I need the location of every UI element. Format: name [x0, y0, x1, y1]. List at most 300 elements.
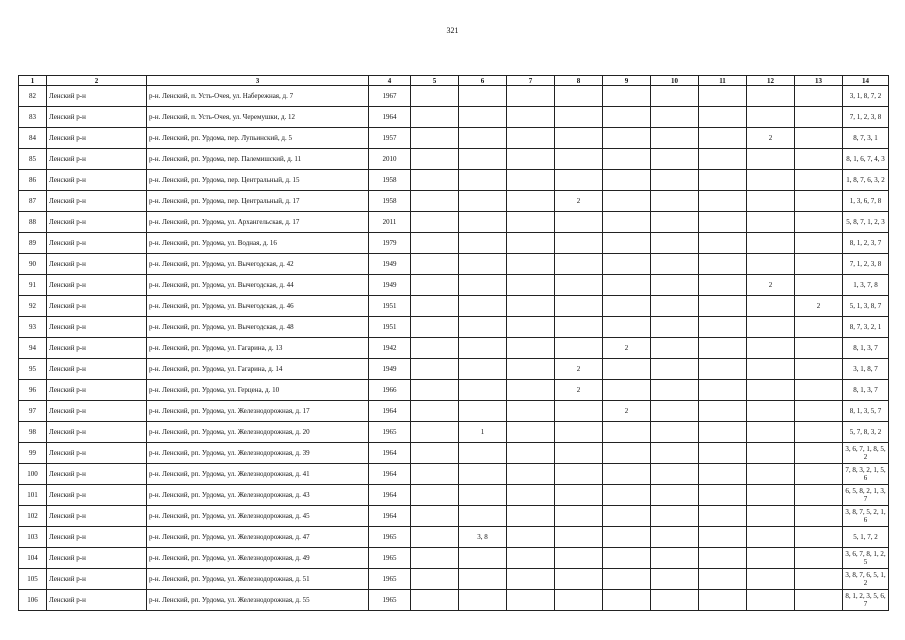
table-cell-col-9 [603, 380, 651, 401]
table-cell-col-4: 1965 [369, 569, 411, 590]
table-cell-col-6 [459, 128, 507, 149]
table-cell-col-14: 1, 3, 6, 7, 8 [843, 191, 889, 212]
table-cell-col-8 [555, 443, 603, 464]
table-cell-col-13 [795, 254, 843, 275]
table-cell-col-12 [747, 170, 795, 191]
table-cell-col-8: 2 [555, 359, 603, 380]
table-cell-col-6 [459, 401, 507, 422]
table-cell-col-4: 1949 [369, 359, 411, 380]
table-cell-col-2: Ленский р-н [47, 170, 147, 191]
table-row [19, 317, 889, 338]
table-cell-col-12 [747, 401, 795, 422]
table-cell-col-12 [747, 317, 795, 338]
table-cell-col-14: 8, 1, 3, 7 [843, 338, 889, 359]
table-cell-col-10 [651, 296, 699, 317]
table-cell-col-8 [555, 401, 603, 422]
table-cell-col-12 [747, 296, 795, 317]
table-row [19, 107, 889, 128]
table-cell-col-1: 93 [19, 317, 47, 338]
table-cell-col-14: 8, 1, 3, 5, 7 [843, 401, 889, 422]
table-cell-col-12 [747, 86, 795, 107]
table-cell-col-13 [795, 191, 843, 212]
table-cell-col-5 [411, 128, 459, 149]
table-row [19, 527, 889, 548]
table-cell-col-2: Ленский р-н [47, 233, 147, 254]
table-cell-col-11 [699, 548, 747, 569]
table-cell-col-11 [699, 527, 747, 548]
table-cell-col-1: 83 [19, 107, 47, 128]
table-cell-col-11 [699, 275, 747, 296]
table-cell-col-12 [747, 380, 795, 401]
table-cell-col-1: 102 [19, 506, 47, 527]
table-cell-col-6 [459, 485, 507, 506]
table-cell-col-1: 105 [19, 569, 47, 590]
table-cell-col-5 [411, 380, 459, 401]
table-cell-col-14: 3, 6, 7, 8, 1, 2, 5 [843, 548, 889, 569]
column-header-4: 4 [369, 76, 411, 86]
table-cell-col-3: р-н. Ленский, рп. Урдома, ул. Железнодорожная, д. 55 [147, 590, 369, 611]
table-row [19, 254, 889, 275]
table-cell-col-11 [699, 338, 747, 359]
table-row [19, 191, 889, 212]
table-cell-col-3: р-н. Ленский, рп. Урдома, ул. Вычегодская, д. 48 [147, 317, 369, 338]
table-cell-col-2: Ленский р-н [47, 485, 147, 506]
table-row [19, 401, 889, 422]
table-cell-col-11 [699, 149, 747, 170]
table-cell-col-9 [603, 212, 651, 233]
table-cell-col-3: р-н. Ленский, рп. Урдома, ул. Гагарина, д. 14 [147, 359, 369, 380]
table-cell-col-10 [651, 569, 699, 590]
table-cell-col-4: 1965 [369, 527, 411, 548]
table-cell-col-6 [459, 212, 507, 233]
table-cell-col-14: 7, 1, 2, 3, 8 [843, 107, 889, 128]
table-cell-col-12 [747, 359, 795, 380]
table-cell-col-9 [603, 170, 651, 191]
table-row [19, 590, 889, 611]
table-cell-col-3: р-н. Ленский, рп. Урдома, пер. Центральный, д. 17 [147, 191, 369, 212]
table-cell-col-7 [507, 275, 555, 296]
table-cell-col-4: 2010 [369, 149, 411, 170]
table-cell-col-6 [459, 149, 507, 170]
table-cell-col-9 [603, 191, 651, 212]
table-cell-col-3: р-н. Ленский, рп. Урдома, ул. Железнодорожная, д. 20 [147, 422, 369, 443]
table-cell-col-1: 91 [19, 275, 47, 296]
table-cell-col-4: 1964 [369, 443, 411, 464]
table-cell-col-11 [699, 506, 747, 527]
table-cell-col-7 [507, 569, 555, 590]
table-cell-col-10 [651, 380, 699, 401]
table-cell-col-12 [747, 527, 795, 548]
table-cell-col-9 [603, 422, 651, 443]
table-cell-col-9 [603, 86, 651, 107]
table-cell-col-10 [651, 233, 699, 254]
table-cell-col-9 [603, 485, 651, 506]
table-cell-col-8 [555, 233, 603, 254]
table-cell-col-11 [699, 233, 747, 254]
table-cell-col-11 [699, 170, 747, 191]
table-cell-col-7 [507, 443, 555, 464]
table-cell-col-12: 2 [747, 275, 795, 296]
table-cell-col-13 [795, 275, 843, 296]
table-cell-col-9 [603, 296, 651, 317]
table-cell-col-7 [507, 149, 555, 170]
table-row [19, 338, 889, 359]
table-row [19, 548, 889, 569]
table-cell-col-14: 3, 6, 7, 1, 8, 5, 2 [843, 443, 889, 464]
table-cell-col-7 [507, 548, 555, 569]
table-cell-col-14: 3, 1, 8, 7 [843, 359, 889, 380]
table-cell-col-10 [651, 107, 699, 128]
table-cell-col-10 [651, 359, 699, 380]
table-cell-col-13: 2 [795, 296, 843, 317]
table-cell-col-2: Ленский р-н [47, 569, 147, 590]
table-row [19, 86, 889, 107]
column-header-3: 3 [147, 76, 369, 86]
table-cell-col-4: 1965 [369, 590, 411, 611]
table-cell-col-1: 95 [19, 359, 47, 380]
table-cell-col-6 [459, 254, 507, 275]
header-row [19, 76, 889, 86]
table-cell-col-2: Ленский р-н [47, 149, 147, 170]
table-cell-col-6 [459, 359, 507, 380]
table-body [19, 86, 889, 611]
table-cell-col-7 [507, 485, 555, 506]
table-cell-col-12: 2 [747, 128, 795, 149]
table-cell-col-6 [459, 170, 507, 191]
table-cell-col-3: р-н. Ленский, рп. Урдома, ул. Вычегодская, д. 44 [147, 275, 369, 296]
table-cell-col-4: 1964 [369, 464, 411, 485]
table-row [19, 506, 889, 527]
table-cell-col-6 [459, 380, 507, 401]
table-cell-col-13 [795, 443, 843, 464]
table-cell-col-3: р-н. Ленский, рп. Урдома, ул. Железнодорожная, д. 43 [147, 485, 369, 506]
table-cell-col-8 [555, 317, 603, 338]
table-cell-col-9: 2 [603, 338, 651, 359]
table-cell-col-2: Ленский р-н [47, 275, 147, 296]
table-cell-col-7 [507, 401, 555, 422]
column-header-9: 9 [603, 76, 651, 86]
table-cell-col-10 [651, 275, 699, 296]
table-cell-col-11 [699, 296, 747, 317]
table-cell-col-10 [651, 506, 699, 527]
table-cell-col-4: 1964 [369, 107, 411, 128]
table-cell-col-4: 1958 [369, 191, 411, 212]
table-cell-col-13 [795, 548, 843, 569]
table-cell-col-7 [507, 506, 555, 527]
table-row [19, 359, 889, 380]
table-cell-col-6 [459, 275, 507, 296]
column-header-1: 1 [19, 76, 47, 86]
table-cell-col-5 [411, 422, 459, 443]
table-cell-col-11 [699, 485, 747, 506]
table-row [19, 443, 889, 464]
table-cell-col-2: Ленский р-н [47, 443, 147, 464]
table-cell-col-12 [747, 548, 795, 569]
table-cell-col-6 [459, 338, 507, 359]
table-cell-col-11 [699, 569, 747, 590]
table-cell-col-4: 1967 [369, 86, 411, 107]
table-cell-col-1: 85 [19, 149, 47, 170]
table-cell-col-3: р-н. Ленский, рп. Урдома, ул. Железнодорожная, д. 39 [147, 443, 369, 464]
table-cell-col-5 [411, 338, 459, 359]
table-cell-col-2: Ленский р-н [47, 380, 147, 401]
table-cell-col-5 [411, 191, 459, 212]
table-cell-col-13 [795, 338, 843, 359]
table-cell-col-8 [555, 86, 603, 107]
table-cell-col-3: р-н. Ленский, рп. Урдома, ул. Герцена, д. 10 [147, 380, 369, 401]
table-cell-col-12 [747, 464, 795, 485]
table-cell-col-3: р-н. Ленский, рп. Урдома, ул. Вычегодская, д. 46 [147, 296, 369, 317]
table-cell-col-13 [795, 590, 843, 611]
table-cell-col-5 [411, 107, 459, 128]
table-cell-col-12 [747, 107, 795, 128]
table-cell-col-1: 90 [19, 254, 47, 275]
table-cell-col-13 [795, 527, 843, 548]
table-cell-col-8: 2 [555, 380, 603, 401]
table-cell-col-7 [507, 464, 555, 485]
table-cell-col-10 [651, 170, 699, 191]
table-cell-col-1: 88 [19, 212, 47, 233]
table-cell-col-10 [651, 191, 699, 212]
table-cell-col-10 [651, 212, 699, 233]
table-cell-col-7 [507, 191, 555, 212]
table-row [19, 569, 889, 590]
table-cell-col-5 [411, 506, 459, 527]
table-cell-col-14: 1, 3, 7, 8 [843, 275, 889, 296]
table-cell-col-9 [603, 590, 651, 611]
table-cell-col-10 [651, 338, 699, 359]
housing-registry-table [18, 75, 889, 611]
column-header-11: 11 [699, 76, 747, 86]
table-cell-col-7 [507, 527, 555, 548]
table-cell-col-6 [459, 569, 507, 590]
table-cell-col-12 [747, 191, 795, 212]
table-cell-col-10 [651, 527, 699, 548]
table-cell-col-4: 1965 [369, 422, 411, 443]
table-cell-col-5 [411, 527, 459, 548]
table-cell-col-14: 7, 1, 2, 3, 8 [843, 254, 889, 275]
column-header-12: 12 [747, 76, 795, 86]
table-cell-col-2: Ленский р-н [47, 191, 147, 212]
table-row [19, 149, 889, 170]
page-number: 321 [446, 26, 459, 35]
table-cell-col-7 [507, 317, 555, 338]
table-cell-col-11 [699, 380, 747, 401]
table-cell-col-8 [555, 296, 603, 317]
table-cell-col-13 [795, 86, 843, 107]
table-row [19, 296, 889, 317]
table-cell-col-3: р-н. Ленский, рп. Урдома, ул. Железнодорожная, д. 49 [147, 548, 369, 569]
table-cell-col-14: 5, 8, 7, 1, 2, 3 [843, 212, 889, 233]
table-cell-col-7 [507, 212, 555, 233]
table-cell-col-11 [699, 590, 747, 611]
table-cell-col-4: 1942 [369, 338, 411, 359]
table-cell-col-4: 1949 [369, 275, 411, 296]
table-cell-col-3: р-н. Ленский, п. Усть-Очея, ул. Набережная, д. 7 [147, 86, 369, 107]
table-cell-col-5 [411, 149, 459, 170]
table-cell-col-4: 1951 [369, 317, 411, 338]
table-cell-col-2: Ленский р-н [47, 359, 147, 380]
table-cell-col-4: 1965 [369, 548, 411, 569]
table-cell-col-5 [411, 443, 459, 464]
table-cell-col-12 [747, 422, 795, 443]
table-cell-col-3: р-н. Ленский, рп. Урдома, ул. Железнодорожная, д. 51 [147, 569, 369, 590]
table-cell-col-3: р-н. Ленский, рп. Урдома, пер. Палемишский, д. 11 [147, 149, 369, 170]
table-cell-col-6 [459, 233, 507, 254]
table-cell-col-1: 97 [19, 401, 47, 422]
table-cell-col-2: Ленский р-н [47, 296, 147, 317]
table-cell-col-13 [795, 422, 843, 443]
table-cell-col-1: 86 [19, 170, 47, 191]
table-cell-col-8 [555, 569, 603, 590]
table-cell-col-10 [651, 149, 699, 170]
table-cell-col-6: 3, 8 [459, 527, 507, 548]
table-cell-col-5 [411, 569, 459, 590]
table-cell-col-12 [747, 443, 795, 464]
table-cell-col-2: Ленский р-н [47, 317, 147, 338]
table-cell-col-3: р-н. Ленский, п. Усть-Очея, ул. Черемушки, д. 12 [147, 107, 369, 128]
table-cell-col-10 [651, 254, 699, 275]
table-cell-col-8 [555, 170, 603, 191]
table-cell-col-11 [699, 359, 747, 380]
table-cell-col-1: 101 [19, 485, 47, 506]
table-cell-col-8 [555, 485, 603, 506]
table-cell-col-13 [795, 233, 843, 254]
table-cell-col-5 [411, 464, 459, 485]
table-cell-col-13 [795, 212, 843, 233]
table-cell-col-13 [795, 170, 843, 191]
table-cell-col-13 [795, 359, 843, 380]
table-cell-col-8 [555, 275, 603, 296]
column-header-13: 13 [795, 76, 843, 86]
table-cell-col-2: Ленский р-н [47, 338, 147, 359]
table-cell-col-9 [603, 464, 651, 485]
table-cell-col-12 [747, 506, 795, 527]
table-cell-col-6 [459, 191, 507, 212]
table-cell-col-2: Ленский р-н [47, 107, 147, 128]
table-cell-col-11 [699, 443, 747, 464]
table-row [19, 233, 889, 254]
table-cell-col-9 [603, 569, 651, 590]
table-cell-col-7 [507, 380, 555, 401]
table-cell-col-11 [699, 254, 747, 275]
table-cell-col-14: 5, 7, 8, 3, 2 [843, 422, 889, 443]
table-cell-col-1: 99 [19, 443, 47, 464]
table-cell-col-14: 3, 1, 8, 7, 2 [843, 86, 889, 107]
table-cell-col-3: р-н. Ленский, рп. Урдома, ул. Архангельская, д. 17 [147, 212, 369, 233]
table-cell-col-11 [699, 86, 747, 107]
table-cell-col-10 [651, 422, 699, 443]
table-cell-col-10 [651, 86, 699, 107]
table-row [19, 422, 889, 443]
column-header-10: 10 [651, 76, 699, 86]
table-cell-col-3: р-н. Ленский, рп. Урдома, ул. Железнодорожная, д. 41 [147, 464, 369, 485]
table-row [19, 212, 889, 233]
table-cell-col-14: 7, 8, 3, 2, 1, 5, 6 [843, 464, 889, 485]
table-cell-col-7 [507, 107, 555, 128]
table-cell-col-14: 5, 1, 7, 2 [843, 527, 889, 548]
table-cell-col-13 [795, 569, 843, 590]
table-cell-col-11 [699, 422, 747, 443]
table-cell-col-5 [411, 275, 459, 296]
table-cell-col-1: 103 [19, 527, 47, 548]
table-cell-col-7 [507, 422, 555, 443]
table-cell-col-5 [411, 170, 459, 191]
table-cell-col-11 [699, 401, 747, 422]
table-cell-col-5 [411, 548, 459, 569]
table-cell-col-12 [747, 338, 795, 359]
table-cell-col-9 [603, 107, 651, 128]
table-row [19, 275, 889, 296]
column-header-2: 2 [47, 76, 147, 86]
table-cell-col-8 [555, 464, 603, 485]
table-cell-col-5 [411, 590, 459, 611]
table-cell-col-14: 5, 1, 3, 8, 7 [843, 296, 889, 317]
table-cell-col-9 [603, 443, 651, 464]
table-cell-col-3: р-н. Ленский, рп. Урдома, пер. Центральный, д. 15 [147, 170, 369, 191]
table-cell-col-3: р-н. Ленский, рп. Урдома, ул. Гагарина, д. 13 [147, 338, 369, 359]
table-cell-col-3: р-н. Ленский, рп. Урдома, ул. Железнодорожная, д. 17 [147, 401, 369, 422]
table-cell-col-6 [459, 317, 507, 338]
table-cell-col-9 [603, 359, 651, 380]
table-cell-col-1: 106 [19, 590, 47, 611]
table-cell-col-8 [555, 548, 603, 569]
table-cell-col-2: Ленский р-н [47, 401, 147, 422]
table-cell-col-8 [555, 212, 603, 233]
table-cell-col-1: 87 [19, 191, 47, 212]
table-cell-col-9 [603, 233, 651, 254]
table-cell-col-2: Ленский р-н [47, 590, 147, 611]
table-cell-col-4: 1951 [369, 296, 411, 317]
table-cell-col-2: Ленский р-н [47, 548, 147, 569]
table-cell-col-2: Ленский р-н [47, 254, 147, 275]
table-cell-col-1: 82 [19, 86, 47, 107]
table-cell-col-11 [699, 464, 747, 485]
table-cell-col-8: 2 [555, 191, 603, 212]
table-cell-col-5 [411, 317, 459, 338]
table-row [19, 464, 889, 485]
table-row [19, 128, 889, 149]
table-cell-col-2: Ленский р-н [47, 128, 147, 149]
table-cell-col-8 [555, 590, 603, 611]
table-cell-col-9 [603, 254, 651, 275]
table-cell-col-14: 8, 1, 2, 3, 7 [843, 233, 889, 254]
table-cell-col-4: 1979 [369, 233, 411, 254]
table-cell-col-14: 3, 8, 7, 5, 2, 1, 6 [843, 506, 889, 527]
table-cell-col-4: 1964 [369, 485, 411, 506]
table-cell-col-12 [747, 569, 795, 590]
table-cell-col-6: 1 [459, 422, 507, 443]
table-cell-col-13 [795, 464, 843, 485]
table-cell-col-1: 104 [19, 548, 47, 569]
table-cell-col-14: 8, 7, 3, 1 [843, 128, 889, 149]
table-cell-col-1: 92 [19, 296, 47, 317]
table-cell-col-12 [747, 485, 795, 506]
table-cell-col-11 [699, 212, 747, 233]
table-cell-col-9 [603, 527, 651, 548]
table-cell-col-7 [507, 86, 555, 107]
table-cell-col-10 [651, 464, 699, 485]
table-cell-col-3: р-н. Ленский, рп. Урдома, пер. Лупьинский, д. 5 [147, 128, 369, 149]
table-cell-col-12 [747, 254, 795, 275]
table-cell-col-1: 98 [19, 422, 47, 443]
table-cell-col-12 [747, 233, 795, 254]
table-cell-col-14: 8, 7, 3, 2, 1 [843, 317, 889, 338]
table-cell-col-7 [507, 128, 555, 149]
table-cell-col-13 [795, 380, 843, 401]
column-header-6: 6 [459, 76, 507, 86]
table-cell-col-3: р-н. Ленский, рп. Урдома, ул. Водная, д. 16 [147, 233, 369, 254]
